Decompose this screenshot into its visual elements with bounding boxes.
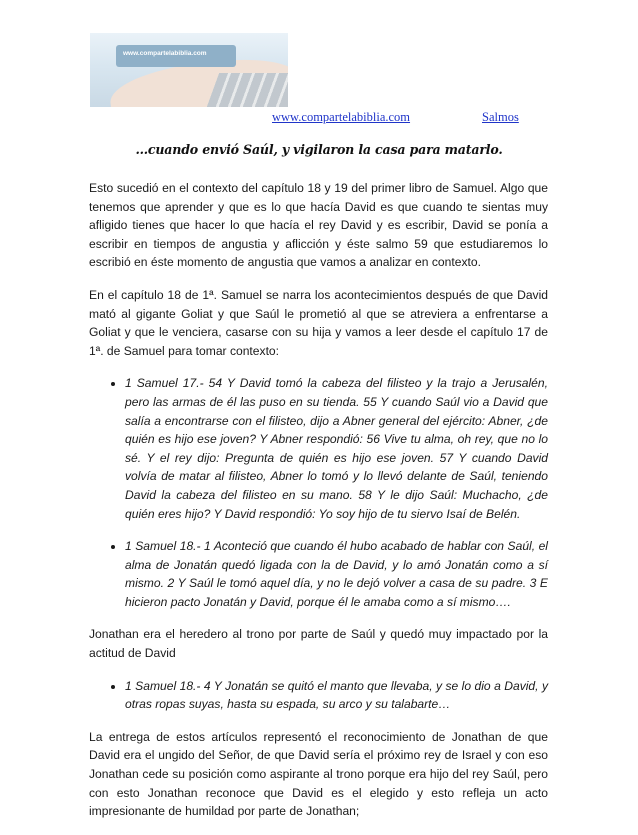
scripture-list xyxy=(89,374,548,611)
paragraph: Esto sucedió en el contexto del capítulo 18 y 19 del primer libro de Samuel. Algo que tenemos que aprender y que es lo que hacía David es que cuando te sientas muy afligido tienes que hacer lo que hacía el rey David y es escribir, David se ponía a escribir en tiempos de angustia y aflicción y éste salmo 59 que estudiaremos lo escribió en éste momento de angustia que vamos a analizar en contexto. xyxy=(89,181,548,270)
photo-url-text: www.compartelabiblia.com xyxy=(123,50,207,57)
scripture-item: • 1 Samuel 17.- 54 Y David tomó la cabeza del filisteo y la trajo a Jerusalén, pero las armas de él las puso en su tienda. 55 Y cuando Saúl vio a David que salía a encontrarse con el filisteo, dijo a Abner general del ejército: Abner, ¿de quién es hijo ese joven? Y Abner respondió: 56 Vive tu alma, oh rey, que no lo sé. Y el rey dijo: Pregunta de quién es hijo ese joven. 57 Y cuando David volvía de matar al filisteo, Abner lo tomó y lo llevó delante de Saúl, teniendo David la cabeza del filisteo en su mano. 58 Y le dijo Saúl: Muchacho, ¿de quién eres hijo? Y David respondió: Yo soy hijo de tu siervo Isaí de Belén. xyxy=(125,374,548,523)
scripture-list xyxy=(89,677,548,714)
header-photo xyxy=(90,33,288,107)
paragraph: La entrega de estos artículos representó el reconocimiento de Jonathan de que David era el ungido del Señor, de que David sería el próximo rey de Israel y con eso Jonathan cede su posición como aspirante al trono porque era hijo del rey Saúl, pero con esto Jonathan reconoce que David es el elegido y esto refleja un acto impresionante de humildad por parte de Jonathan; xyxy=(89,729,548,819)
paragraph: Jonathan era el heredero al trono por parte de Saúl y quedó muy impactado por la actitud de David xyxy=(89,627,548,661)
scripture-item: • 1 Samuel 18.- 4 Y Jonatán se quitó el manto que llevaba, y se lo dio a David, y otras ropas suyas, hasta su espada, su arco y su talabarte… xyxy=(125,677,548,714)
site-link[interactable]: www.compartelabiblia.com xyxy=(272,110,411,124)
scripture-item: • 1 Samuel 18.- 1 Aconteció que cuando él hubo acabado de hablar con Saúl, el alma de Jonatán quedó ligada con la de David, y lo amó Jonatán como a sí mismo. 2 Y Saúl le tomó aquel día, y no le dejó volver a casa de su padre. 3 E hicieron pacto Jonatán y David, porque él le amaba como a sí mismo…. xyxy=(125,537,548,611)
section-link-salmos[interactable]: Salmos xyxy=(482,110,519,124)
page-title: …cuando envió Saúl, y vigilaron la casa para matarlo. xyxy=(135,142,503,157)
document-body xyxy=(89,179,548,835)
paragraph: En el capítulo 18 de 1ª. Samuel se narra los acontecimientos después de que David mató al gigante Goliat y que Saúl le prometió al que se atreviera a enfrentarse a Goliat y que le venciera, casarse con su hija y vamos a leer desde el capítulo 17 de 1ª. de Samuel para tomar contexto: xyxy=(89,287,548,358)
